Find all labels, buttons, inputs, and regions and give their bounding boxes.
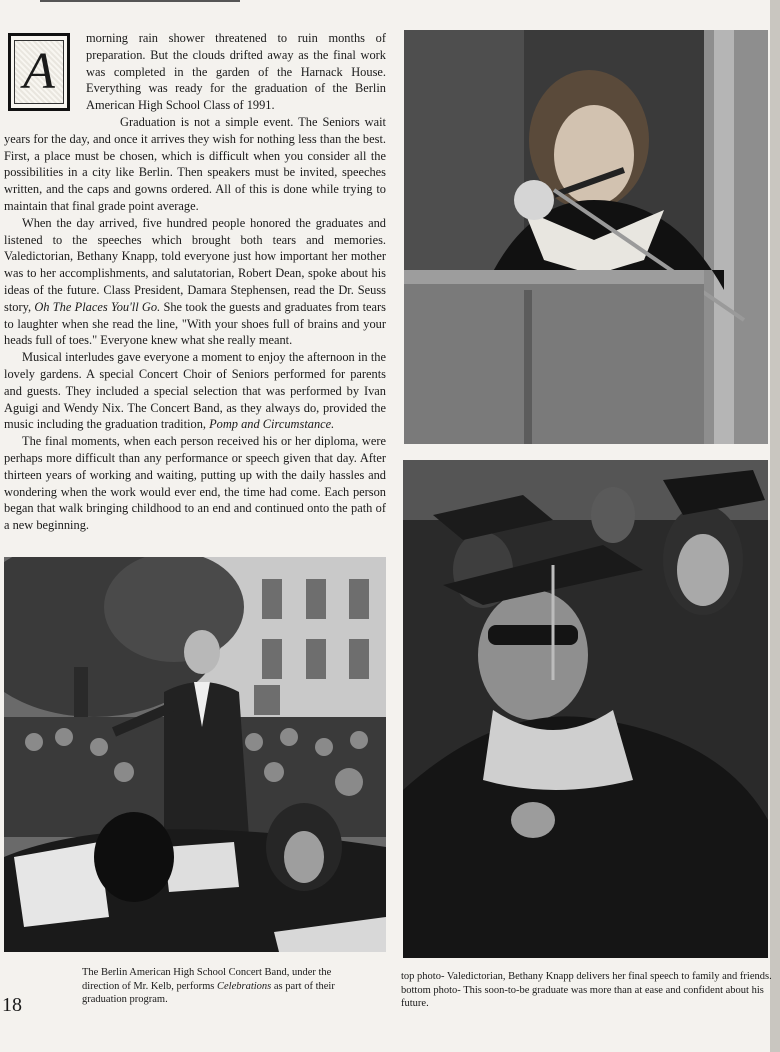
photo-valedictorian-speech	[404, 30, 768, 444]
paragraph-3: When the day arrived, five hundred people honored the graduates and listened to the speeches which brought both tears and memories. Valedictorian, Bethany Knapp, told everyone just how important her mother was to her accomplishments, and salutatorian, Robert Dean, spoke about his ideas of the future. Class President, Damara Stephensen, read the Dr. Seuss story, Oh The Places You'll Go. She took the guests and graduates from tears to laughter when she read the line, "With your shoes full of brains and your heads full of toes." Everyone knew what she really meant.	[4, 215, 386, 348]
top-rule	[40, 0, 240, 2]
drop-cap-letter: A	[14, 40, 64, 104]
photo-graduates-seated	[403, 460, 768, 958]
paragraph-2: Graduation is not a simple event. The Seniors wait years for the day, and once it arrives they wish for nothing less than the best. First, a place must be chosen, which is difficult when you consider all the possibilities in a city like Berlin. Then speakers must be invited, speeches written, and the caps and gowns ordered. All of this is done while trying to maintain that final grade point average.	[4, 114, 386, 213]
page-number: 18	[2, 994, 22, 1016]
song-title: Pomp and Circumstance.	[209, 417, 335, 432]
paragraph-4: Musical interludes gave everyone a moment to enjoy the afternoon in the lovely gardens. A special Concert Choir of Seniors performed for parents and guests. They included a special selection that was performed by Ivan Aguigi and Wendy Nix. The Concert Band, as they always do, provided the music including the graduation tradition, Pomp and Circumstance.	[4, 350, 386, 432]
photo-concert-band	[4, 557, 386, 952]
caption-bottom-photo: bottom photo- This soon-to-be graduate was more than at ease and confident about his future.	[401, 984, 764, 1009]
caption-piece-title: Celebrations	[217, 980, 272, 992]
caption-concert-band: The Berlin American High School Concert Band, under the direction of Mr. Kelb, performs Celebrations as part of their graduation program.	[82, 967, 335, 1005]
paragraph-1: morning rain shower threatened to ruin months of preparation. But the clouds drifted away as the final work was completed in the garden of the Harnack House. Everything was ready for the graduation of the Berlin American High School Class of 1991.	[86, 31, 386, 113]
story-title: Oh The Places You'll Go.	[34, 299, 161, 314]
article-text	[4, 30, 386, 534]
page-edge	[770, 0, 780, 1052]
caption-top-photo: top photo- Valedictorian, Bethany Knapp delivers her final speech to family and friends.	[401, 971, 772, 982]
paragraph-5: The final moments, when each person received his or her diploma, were perhaps more difficult than any performance or speech given that day. After thirteen years of working and waiting, putting up with the daily hassles and wondering when the work would ever end, the time had come. Each person began that walk bringing childhood to an end and continued onto the path of a new beginning.	[4, 434, 386, 533]
caption-right-photos	[401, 970, 777, 1011]
